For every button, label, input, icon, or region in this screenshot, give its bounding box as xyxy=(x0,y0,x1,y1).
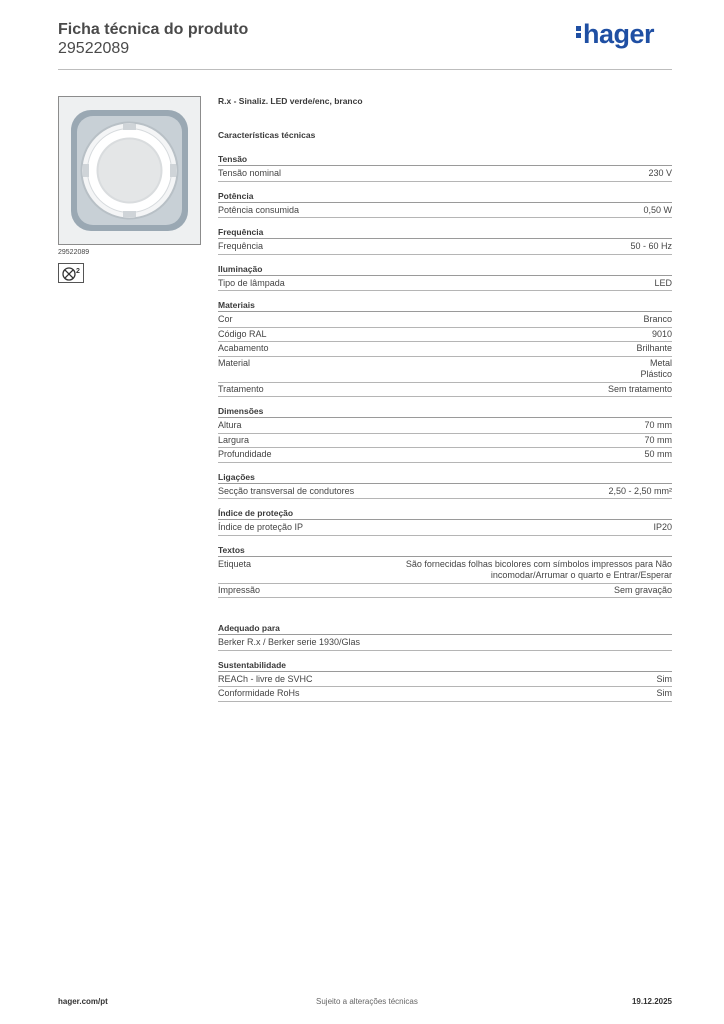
spec-row xyxy=(218,277,672,292)
spec-label: Tipo de lâmpada xyxy=(218,277,285,288)
spec-row xyxy=(218,448,672,463)
spec-section xyxy=(218,623,672,651)
spec-label: Potência consumida xyxy=(218,204,300,215)
spec-label: Berker R.x / Berker serie 1930/Glas xyxy=(218,637,361,647)
spec-row xyxy=(218,383,672,398)
spec-value-line: IP20 xyxy=(653,522,672,532)
spec-value xyxy=(608,486,672,498)
spec-section xyxy=(218,300,672,397)
spec-value xyxy=(644,449,672,461)
spec-label: Código RAL xyxy=(218,328,267,339)
spec-label: Conformidade RoHs xyxy=(218,688,300,698)
spec-label: Índice de proteção IP xyxy=(218,522,304,532)
spec-row xyxy=(218,673,672,688)
spec-value-line: 230 V xyxy=(648,168,672,178)
spec-value-line: LED xyxy=(654,277,672,288)
spec-value xyxy=(643,205,672,217)
spec-row xyxy=(218,584,672,599)
spec-label: Impressão xyxy=(218,584,261,595)
spec-value xyxy=(614,585,672,597)
spec-value-line: 70 mm xyxy=(644,420,672,430)
spec-row xyxy=(218,419,672,434)
spec-value-line: Plástico xyxy=(640,369,672,379)
spec-label: REACh - livre de SVHC xyxy=(218,673,313,684)
section-title: Textos xyxy=(218,545,672,557)
spec-value xyxy=(644,435,672,447)
spec-value-line: 9010 xyxy=(651,328,672,339)
spec-value-line: São fornecidas folhas bicolores com símbolos impressos para Não xyxy=(405,558,672,569)
section-title: Frequência xyxy=(218,227,672,239)
spec-value xyxy=(643,314,672,326)
product-number: 29522089 xyxy=(58,40,130,57)
section-title: Ligações xyxy=(218,472,672,484)
product-image xyxy=(58,96,201,245)
section-title: Índice de proteção xyxy=(218,508,672,520)
spec-value xyxy=(640,358,672,381)
spec-row xyxy=(218,240,672,255)
spec-row xyxy=(218,357,672,383)
spec-value-line: Sim xyxy=(656,688,672,698)
spec-value xyxy=(654,278,672,290)
spec-value xyxy=(406,559,672,582)
section-title: Potência xyxy=(218,191,672,203)
spec-section xyxy=(218,406,672,463)
spec-value xyxy=(636,343,672,355)
spec-row xyxy=(218,687,672,702)
spec-section xyxy=(218,264,672,292)
spec-value-line: Sim xyxy=(656,673,672,684)
section-title: Tensão xyxy=(218,154,672,166)
spec-section xyxy=(218,472,672,500)
characteristics-heading: Características técnicas xyxy=(218,130,316,140)
spec-row xyxy=(218,167,672,182)
svg-text:2: 2 xyxy=(76,268,80,275)
spec-value xyxy=(653,522,672,534)
spec-value xyxy=(630,241,672,253)
spec-section xyxy=(218,660,672,702)
spec-label: Material xyxy=(218,357,251,368)
spec-value xyxy=(608,384,672,396)
spec-row xyxy=(218,485,672,500)
spec-value-line: Metal xyxy=(649,357,672,368)
spec-value-line: Sem tratamento xyxy=(607,383,672,394)
spec-row xyxy=(218,434,672,449)
section-title: Materiais xyxy=(218,300,672,312)
spec-value-line: 50 mm xyxy=(644,449,672,459)
spec-row xyxy=(218,636,672,651)
spec-value-line: Branco xyxy=(643,314,672,324)
product-sidebar xyxy=(58,96,201,283)
spec-label: Altura xyxy=(218,420,242,430)
spec-label: Largura xyxy=(218,434,250,445)
spec-section xyxy=(218,191,672,219)
spec-section xyxy=(218,545,672,599)
spec-section xyxy=(218,508,672,536)
spec-value xyxy=(648,168,672,180)
section-gap xyxy=(218,607,672,623)
spec-row xyxy=(218,342,672,357)
spec-label: Cor xyxy=(218,314,233,324)
lamp-symbol-icon xyxy=(58,263,84,283)
header-divider xyxy=(58,69,672,70)
spec-value-line: 70 mm xyxy=(644,434,672,445)
footer-notice: Sujeito a alterações técnicas xyxy=(316,997,418,1006)
spec-section xyxy=(218,227,672,255)
spec-value-line: 2,50 - 2,50 mm² xyxy=(608,485,672,496)
section-title: Adequado para xyxy=(218,623,672,635)
spec-value-line: 0,50 W xyxy=(643,204,672,215)
footer-date: 19.12.2025 xyxy=(631,997,672,1006)
spec-label: Tratamento xyxy=(218,383,264,394)
page-title: Ficha técnica do produto xyxy=(58,21,249,38)
spec-value xyxy=(652,329,672,341)
spec-row xyxy=(218,521,672,536)
spec-value xyxy=(657,674,673,686)
section-title: Sustentabilidade xyxy=(218,660,672,672)
spec-value-line: Brilhante xyxy=(636,343,672,353)
spec-row xyxy=(218,558,672,584)
spec-label: Tensão nominal xyxy=(218,168,282,178)
spec-value-line: 50 - 60 Hz xyxy=(630,241,672,251)
spec-label: Profundidade xyxy=(218,449,272,459)
spec-label: Secção transversal de condutores xyxy=(218,485,355,496)
spec-label: Frequência xyxy=(218,241,264,251)
spec-section xyxy=(218,154,672,182)
spec-sections xyxy=(218,154,672,702)
hager-logo: hager xyxy=(576,20,654,48)
spec-panel xyxy=(218,96,672,711)
spec-value xyxy=(644,420,672,432)
spec-label: Acabamento xyxy=(218,343,269,353)
product-reference: 29522089 xyxy=(58,249,90,256)
product-name: R.x - Sinaliz. LED verde/enc, branco xyxy=(218,96,363,106)
spec-value xyxy=(657,688,673,700)
spec-value-line: incomodar/Arrumar o quarto e Entrar/Esperar xyxy=(490,570,672,580)
spec-row xyxy=(218,328,672,343)
page-header xyxy=(58,20,672,70)
spec-row xyxy=(218,204,672,219)
spec-value-line: Sem gravação xyxy=(613,584,672,595)
spec-label: Etiqueta xyxy=(218,558,252,569)
section-title: Dimensões xyxy=(218,406,672,418)
footer-website: hager.com/pt xyxy=(58,997,108,1006)
section-title: Iluminação xyxy=(218,264,672,276)
spec-row xyxy=(218,313,672,328)
